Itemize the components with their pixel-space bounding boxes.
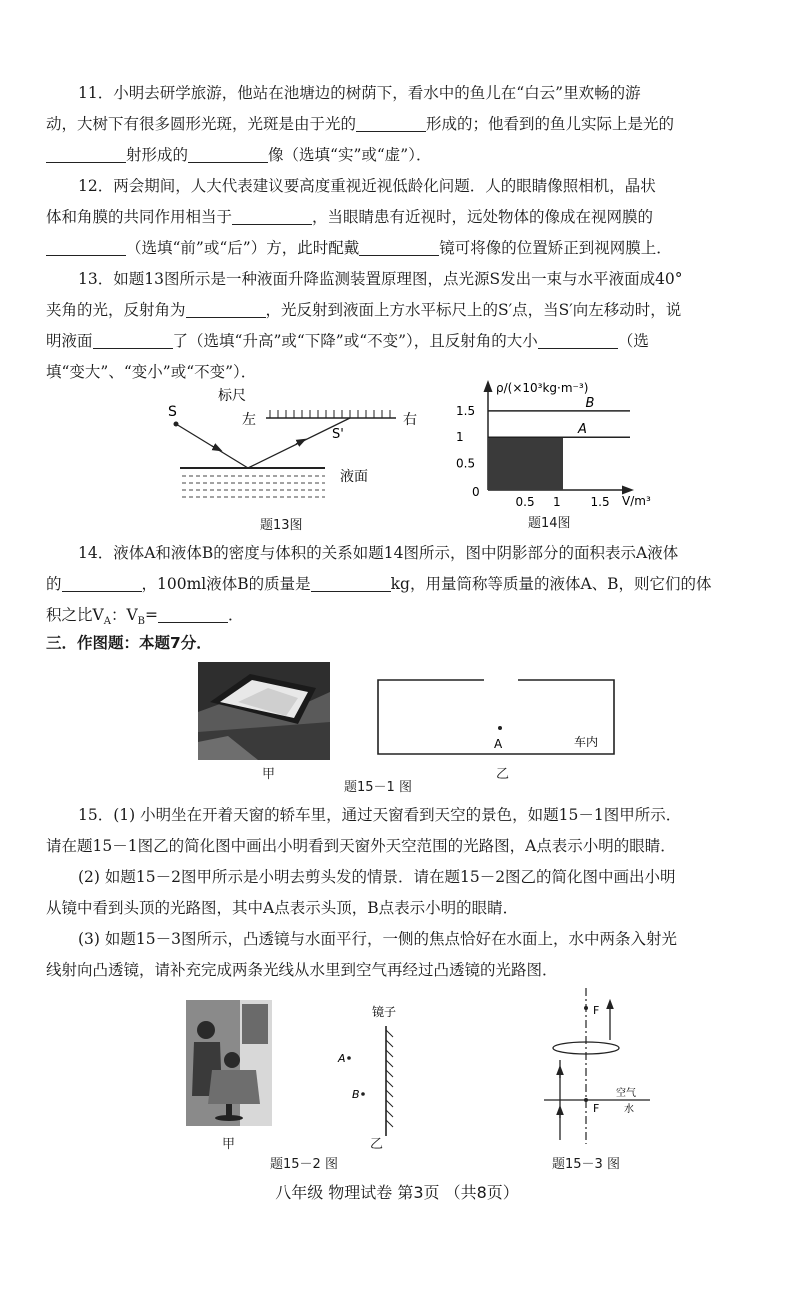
fig15-3-focus-top-label: F xyxy=(593,1004,600,1017)
q13-line4: 填“变大”、“变小”或“不变”）． xyxy=(46,363,257,381)
q12-line3-text-a: （选填“前”或“后”）方，此时配戴 xyxy=(126,239,360,257)
q14-line3-text-d: ． xyxy=(228,606,244,624)
fig14-ylabel: ρ/(×10³kg·m⁻³) xyxy=(496,381,589,395)
q13-blank-3[interactable] xyxy=(538,330,618,349)
fig13-right-label: 右 xyxy=(403,412,417,428)
question-13 xyxy=(46,264,762,388)
fig14-xtick-0-5: 0.5 xyxy=(515,495,535,509)
fig13-source-label: S xyxy=(168,404,177,420)
fig14-xtick-1: 1 xyxy=(553,495,561,509)
fig15-2-photo-haircut xyxy=(186,1000,272,1126)
fig15-2-point-a xyxy=(347,1056,351,1060)
q13-line3-text-c: （选 xyxy=(617,332,649,350)
fig15-3-focus-bottom xyxy=(584,1098,588,1102)
fig15-1-car-inside-label: 车内 xyxy=(574,735,599,749)
fig15-3-water-label: 水 xyxy=(624,1104,634,1115)
figure-13-diagram xyxy=(160,382,430,532)
q14-sub-a: A xyxy=(103,616,111,628)
fig15-3-focus-top xyxy=(584,1006,588,1010)
q15-part2-line1: (2) 如题15－2图甲所示是小明去剪头发的情景．请在题15－2图乙的简化图中画出小明 xyxy=(78,868,676,886)
section-3-heading: 三．作图题：本题7分． xyxy=(46,634,212,652)
q11-blank-3[interactable] xyxy=(188,144,268,163)
fig15-1-point-a xyxy=(498,726,502,730)
fig13-liquid-label: 液面 xyxy=(340,469,368,485)
q13-line2-text-a: 夹角的光，反射角为 xyxy=(46,301,186,319)
fig14-ytick-0-5: 0.5 xyxy=(456,456,476,471)
fig13-image-label: S' xyxy=(332,427,344,442)
question-11 xyxy=(46,78,762,171)
q14-line3-text-b: ：V xyxy=(110,606,138,624)
q14-blank-2[interactable] xyxy=(311,573,391,592)
fig14-shaded-region xyxy=(488,437,563,490)
q14-line3-text-a: 积之比V xyxy=(46,606,104,624)
q14-line3-text-c: = xyxy=(145,606,158,624)
fig15-2-point-b-label: B xyxy=(352,1088,360,1101)
fig15-3-air-label: 空气 xyxy=(616,1088,636,1099)
q14-line2-text-a: 的 xyxy=(46,575,62,593)
fig15-1-label-yi: 乙 xyxy=(496,767,510,782)
q15-part3-line2: 线射向凸透镜，请补充完成两条光线从水里到空气再经过凸透镜的光路图． xyxy=(46,961,558,979)
fig14-origin-label: 0 xyxy=(472,485,480,499)
fig15-1-photo-sunroof xyxy=(198,662,330,760)
fig15-2-point-a-label: A xyxy=(338,1052,346,1065)
fig13-ruler-label: 标尺 xyxy=(218,388,246,404)
q13-blank-1[interactable] xyxy=(186,299,266,318)
fig14-series-b-label: B xyxy=(585,395,595,411)
fig13-liquid-hatch xyxy=(182,476,325,497)
q11-line2-text-b: 形成的；他看到的鱼儿实际上是光的 xyxy=(426,115,675,133)
q11-blank-2[interactable] xyxy=(46,144,126,163)
q12-blank-2[interactable] xyxy=(46,237,126,256)
fig15-3-caption: 题15－3 图 xyxy=(552,1157,620,1172)
q13-blank-2[interactable] xyxy=(93,330,173,349)
q14-blank-3[interactable] xyxy=(158,604,228,623)
fig15-2-mirror-hatch xyxy=(386,1030,393,1127)
q14-line2-text-b: ，100ml液体B的质量是 xyxy=(141,575,311,593)
fig15-2-mirror-label: 镜子 xyxy=(372,1005,397,1019)
figure-15-3 xyxy=(538,988,668,1148)
fig13-left-label: 左 xyxy=(242,412,256,428)
fig15-1-caption: 题15－1 图 xyxy=(344,780,412,795)
q13-line1: 13．如题13图所示是一种液面升降监测装置原理图，点光源S发出一束与水平液面成40° xyxy=(78,270,683,288)
q15-part3-line1: (3) 如题15－3图所示，凸透镜与水面平行，一侧的焦点恰好在水面上，水中两条入射光 xyxy=(78,930,677,948)
question-14 xyxy=(46,538,762,637)
q14-line1: 14．液体A和液体B的密度与体积的关系如题14图所示，图中阴影部分的面积表示A液体 xyxy=(78,544,679,562)
figure-14-chart xyxy=(450,378,680,508)
q12-line2-text-b: ，当眼睛患有近视时，远处物体的像成在视网膜的 xyxy=(312,208,654,226)
q12-line2-text-a: 体和角膜的共同作用相当于 xyxy=(46,208,233,226)
fig15-1-label-jia: 甲 xyxy=(262,767,276,782)
fig15-3-focus-bottom-label: F xyxy=(593,1102,600,1115)
fig14-caption: 题14图 xyxy=(528,516,571,531)
q12-blank-3[interactable] xyxy=(359,237,439,256)
fig15-2-point-b xyxy=(361,1092,365,1096)
fig14-series-a-label: A xyxy=(578,422,587,438)
q13-line2-text-b: ，光反射到液面上方水平标尺上的S′点，当S′向左移动时，说 xyxy=(265,301,682,319)
question-12 xyxy=(46,171,762,264)
q15-part1-line2: 请在题15－1图乙的简化图中画出小明看到天窗外天空范围的光路图，A点表示小明的眼睛． xyxy=(46,837,676,855)
q11-line1: 11．小明去研学旅游，他站在池塘边的树荫下，看水中的鱼儿在“白云”里欢畅的游 xyxy=(78,84,641,102)
q15-part2-line2: 从镜中看到头顶的光路图，其中A点表示头顶，B点表示小明的眼睛． xyxy=(46,899,519,917)
fig13-caption: 题13图 xyxy=(260,518,303,533)
fig15-2-label-yi: 乙 xyxy=(370,1137,384,1152)
fig13-ruler-ticks xyxy=(270,410,390,418)
fig15-2-label-jia: 甲 xyxy=(222,1137,236,1152)
figure-15-1 xyxy=(198,662,638,772)
q12-blank-1[interactable] xyxy=(232,206,312,225)
q14-blank-1[interactable] xyxy=(62,573,142,592)
figure-15-2 xyxy=(186,1000,426,1150)
fig14-ytick-1: 1 xyxy=(456,430,464,445)
q12-line1: 12．两会期间，人大代表建议要高度重视近视低龄化问题．人的眼睛像照相机，晶状 xyxy=(78,177,656,195)
fig14-xtick-1-5: 1.5 xyxy=(590,495,610,509)
question-15 xyxy=(46,800,762,986)
fig15-2-caption: 题15－2 图 xyxy=(270,1157,338,1172)
fig14-xlabel: V/m³ xyxy=(622,494,651,508)
fig14-ytick-1-5: 1.5 xyxy=(456,403,476,418)
page-footer: 八年级 物理试卷 第3页 （共8页） xyxy=(275,1183,519,1202)
q14-sub-b: B xyxy=(137,616,145,628)
fig15-1-point-a-label: A xyxy=(494,737,503,751)
q15-part1-line1: 15．(1) 小明坐在开着天窗的轿车里，通过天窗看到天空的景色，如题15－1图甲所示． xyxy=(78,806,682,824)
q14-line2-text-c: kg，用量筒称等质量的液体A、B，则它们的体 xyxy=(390,575,712,593)
q13-line3-text-b: 了（选填“升高”或“下降”或“不变”），且反射角的大小 xyxy=(172,332,538,350)
q13-line3-text-a: 明液面 xyxy=(46,332,93,350)
q11-line3-text-a: 射形成的 xyxy=(126,146,189,164)
q11-line3-text-b: 像（选填“实”或“虚”）． xyxy=(268,146,432,164)
q11-blank-1[interactable] xyxy=(356,113,426,132)
q12-line3-text-b: 镜可将像的位置矫正到视网膜上． xyxy=(439,239,672,257)
q11-line2-text-a: 动，大树下有很多圆形光斑，光斑是由于光的 xyxy=(46,115,357,133)
